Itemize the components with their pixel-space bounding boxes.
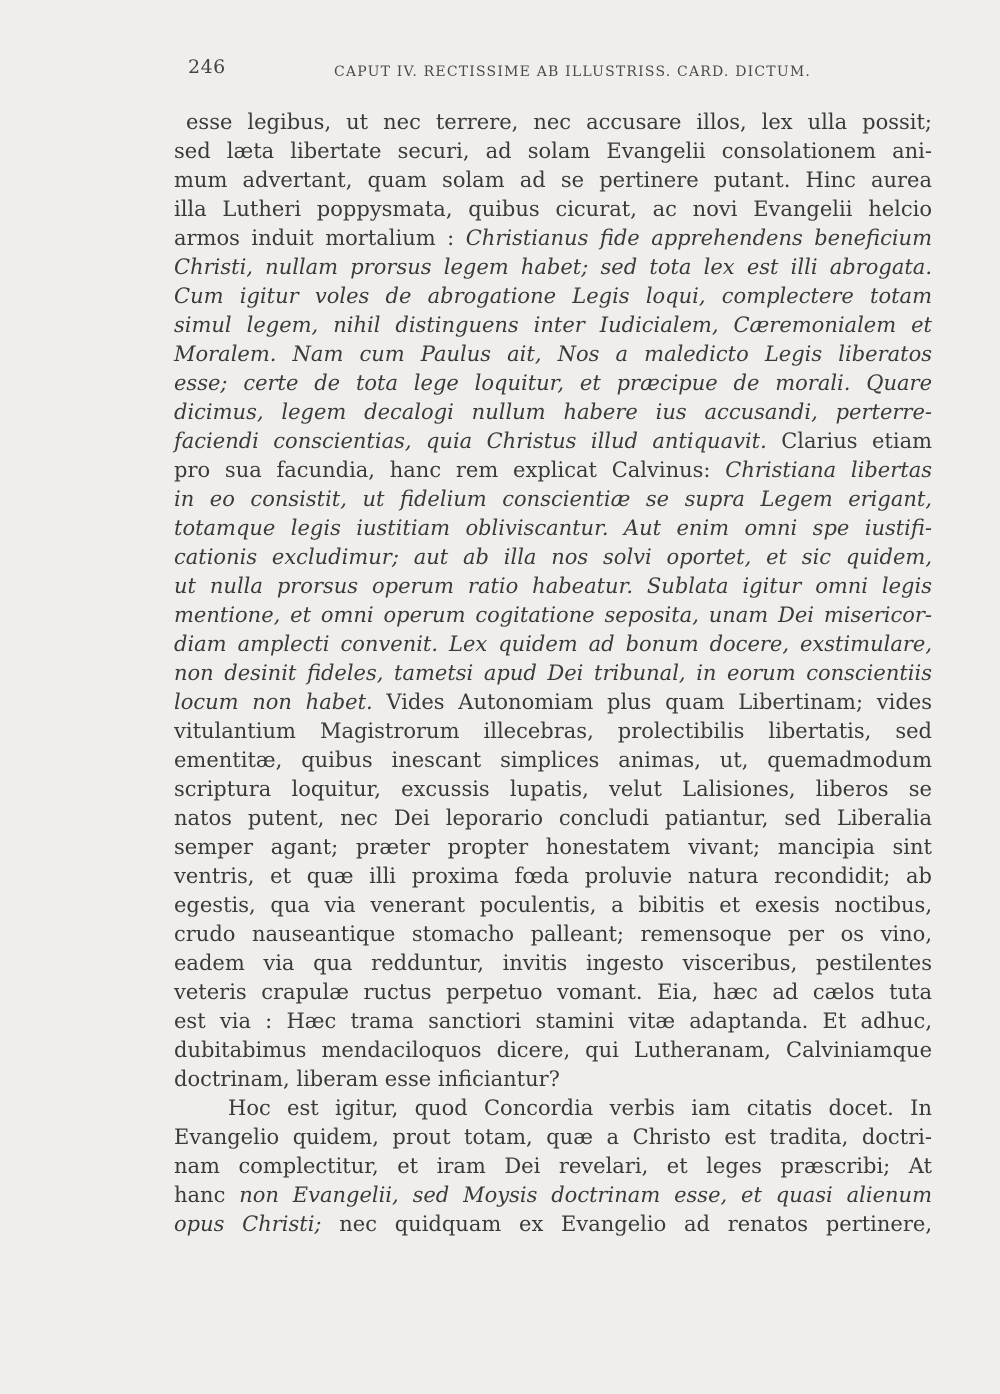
text-line xyxy=(174,485,932,514)
italic-text-segment: mentione, et omni operum cogitatione seposita, unam Dei misericor- xyxy=(174,603,932,627)
text-line xyxy=(174,398,932,427)
text-line xyxy=(174,630,932,659)
text-segment: ventris, et quæ illi proxima fœda proluvie natura recondidit; ab xyxy=(174,864,932,888)
text-line xyxy=(174,253,932,282)
italic-text-segment: Cum igitur voles de abrogatione Legis loqui, complectere totam xyxy=(174,284,932,308)
text-segment: vitulantium Magistrorum illecebras, prolectibilis libertatis, sed xyxy=(174,719,932,743)
text-line xyxy=(174,949,932,978)
text-line xyxy=(174,1181,932,1210)
italic-text-segment: opus Christi; xyxy=(174,1212,322,1236)
text-line xyxy=(174,659,932,688)
text-line xyxy=(174,311,932,340)
text-line xyxy=(174,717,932,746)
text-line xyxy=(174,891,932,920)
running-head: CAPUT IV. RECTISSIME AB ILLUSTRISS. CARD. DICTUM. xyxy=(334,64,812,80)
italic-text-segment: diam amplecti convenit. Lex quidem ad bonum docere, exstimulare, xyxy=(174,632,932,656)
text-segment: pro sua facundia, hanc rem explicat Calvinus: xyxy=(174,458,726,482)
text-line xyxy=(174,688,932,717)
text-segment: illa Lutheri poppysmata, quibus cicurat, ac novi Evangelii helcio xyxy=(174,197,932,221)
text-line xyxy=(174,224,932,253)
text-segment: natos putent, nec Dei leporario concludi patiantur, sed Liberalia xyxy=(174,806,932,830)
text-segment: nam complectitur, et iram Dei revelari, et leges præscribi; At xyxy=(174,1154,932,1178)
text-segment: sed læta libertate securi, ad solam Evangelii consolationem ani- xyxy=(174,139,932,163)
text-segment: mum advertant, quam solam ad se pertinere putant. Hinc aurea xyxy=(174,168,932,192)
text-line xyxy=(174,369,932,398)
text-line xyxy=(174,195,932,224)
italic-text-segment: esse; certe de tota lege loquitur, et præcipue de morali. Quare xyxy=(174,371,932,395)
italic-text-segment: cationis excludimur; aut ab illa nos solvi oportet, et sic quidem, xyxy=(174,545,932,569)
italic-text-segment: in eo consistit, ut fidelium conscientiæ se supra Legem erigant, xyxy=(174,487,932,511)
italic-text-segment: non desinit fideles, tametsi apud Dei tribunal, in eorum conscientiis xyxy=(174,661,932,685)
text-line xyxy=(174,456,932,485)
text-line xyxy=(174,1007,932,1036)
italic-text-segment: Moralem. Nam cum Paulus ait, Nos a maledicto Legis liberatos xyxy=(174,342,932,366)
italic-text-segment: Christi, nullam prorsus legem habet; sed tota lex est illi abrogata. xyxy=(174,255,932,279)
text-line xyxy=(174,427,932,456)
text-line xyxy=(174,340,932,369)
text-line xyxy=(174,833,932,862)
text-segment: Vides Autonomiam plus quam Libertinam; vides xyxy=(372,690,932,714)
italic-text-segment: non Evangelii, sed Moysis doctrinam esse, et quasi alienum xyxy=(239,1183,932,1207)
text-segment: esse legibus, ut nec terrere, nec accusare illos, lex ulla possit; xyxy=(186,110,932,134)
text-line xyxy=(174,108,932,137)
italic-text-segment: locum non habet. xyxy=(174,690,373,714)
text-line xyxy=(174,601,932,630)
text-segment: crudo nauseantique stomacho palleant; remensoque per os vino, xyxy=(174,922,932,946)
text-line xyxy=(174,1152,932,1181)
text-line xyxy=(174,978,932,1007)
text-segment: semper agant; præter propter honestatem vivant; mancipia sint xyxy=(174,835,932,859)
page-number: 246 xyxy=(188,56,226,78)
text-line xyxy=(174,775,932,804)
text-line xyxy=(174,1094,932,1123)
text-line xyxy=(174,1065,932,1094)
text-segment: egestis, qua via venerant poculentis, a bibitis et exesis noctibus, xyxy=(174,893,932,917)
text-line xyxy=(174,282,932,311)
text-segment: armos induit mortalium : xyxy=(174,226,466,250)
text-segment: veteris crapulæ ructus perpetuo vomant. Eia, hæc ad cælos tuta xyxy=(174,980,932,1004)
text-segment: Clarius etiam xyxy=(766,429,933,453)
text-segment: ementitæ, quibus inescant simplices animas, ut, quemadmodum xyxy=(174,748,932,772)
body-text xyxy=(174,108,932,1239)
italic-text-segment: faciendi conscientias, quia Christus illud antiquavit. xyxy=(174,429,767,453)
italic-text-segment: Christiana libertas xyxy=(725,458,932,482)
text-line xyxy=(174,543,932,572)
text-segment: dubitabimus mendaciloquos dicere, qui Lutheranam, Calviniamque xyxy=(174,1038,932,1062)
text-segment: hanc xyxy=(174,1183,240,1207)
italic-text-segment: Christianus fide apprehendens beneficium xyxy=(465,226,932,250)
text-segment: eadem via qua redduntur, invitis ingesto visceribus, pestilentes xyxy=(174,951,932,975)
text-line xyxy=(174,166,932,195)
text-line xyxy=(174,746,932,775)
text-line xyxy=(174,920,932,949)
page-header xyxy=(188,56,928,86)
text-line xyxy=(174,514,932,543)
italic-text-segment: totamque legis iustitiam obliviscantur. Aut enim omni spe iustifi- xyxy=(174,516,932,540)
text-line xyxy=(174,1036,932,1065)
italic-text-segment: simul legem, nihil distinguens inter Iudicialem, Cæremonialem et xyxy=(174,313,932,337)
text-line xyxy=(174,862,932,891)
text-segment: doctrinam, liberam esse inficiantur? xyxy=(174,1067,560,1091)
text-line xyxy=(174,572,932,601)
margin-notes xyxy=(0,0,175,1394)
italic-text-segment: ut nulla prorsus operum ratio habeatur. Sublata igitur omni legis xyxy=(174,574,932,598)
text-segment: est via : Hæc trama sanctiori stamini vitæ adaptanda. Et adhuc, xyxy=(174,1009,932,1033)
text-line xyxy=(174,137,932,166)
text-segment: Hoc est igitur, quod Concordia verbis iam citatis docet. In xyxy=(228,1096,932,1120)
text-line xyxy=(174,1123,932,1152)
text-segment: nec quidquam ex Evangelio ad renatos pertinere, xyxy=(321,1212,932,1236)
text-segment: Evangelio quidem, prout totam, quæ a Christo est tradita, doctri- xyxy=(174,1125,932,1149)
text-line xyxy=(174,1210,932,1239)
italic-text-segment: dicimus, legem decalogi nullum habere ius accusandi, perterre- xyxy=(174,400,932,424)
text-segment: scriptura loquitur, excussis lupatis, velut Lalisiones, liberos se xyxy=(174,777,932,801)
text-line xyxy=(174,804,932,833)
